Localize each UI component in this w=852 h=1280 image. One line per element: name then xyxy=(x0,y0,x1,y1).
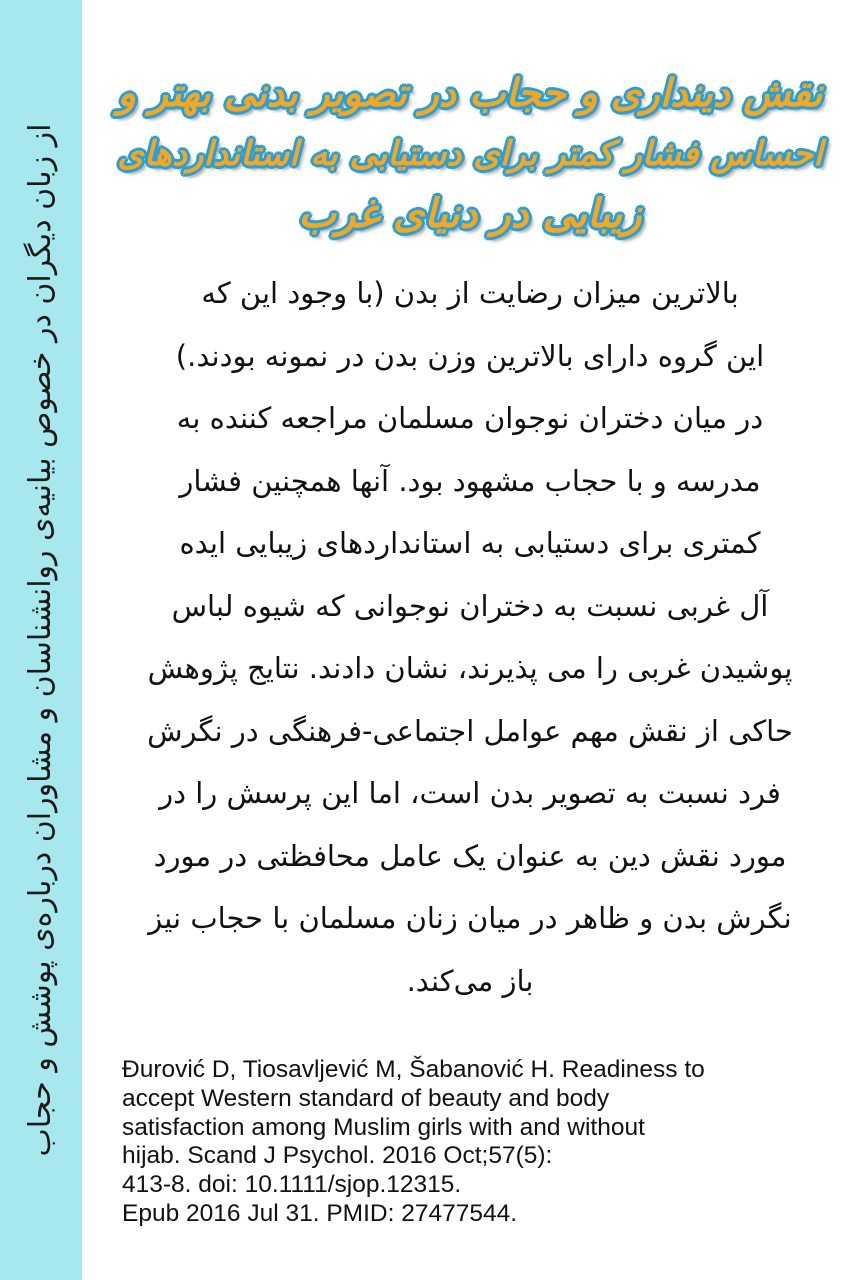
body-line-12: باز می‌کند. xyxy=(406,963,534,998)
sidebar-strip xyxy=(0,0,82,1280)
body-line-8: حاکی از نقش مهم عوامل اجتماعی-فرهنگی در نگرش xyxy=(147,713,793,748)
title-line-2: احساس فشار کمتر برای دستیابی به استانداردهای xyxy=(117,134,823,173)
citation-line-1: Đurović D, Tiosavljević M, Šabanović H. Readiness to xyxy=(122,1056,705,1083)
title-line-3: زیبایی در دنیای غرب xyxy=(298,191,642,237)
body-line-5: کمتری برای دستیابی به استانداردهای زیبایی ایده xyxy=(179,526,761,560)
citation-line-5: 413-8. doi: 10.1111/sjop.12315. xyxy=(122,1171,462,1199)
body-line-11: نگرش بدن و ظاهر در میان زنان مسلمان با حجاب نیز xyxy=(148,901,792,935)
body-line-2: این گروه دارای بالاترین وزن بدن در نمونه بودند.) xyxy=(175,338,765,373)
page-title xyxy=(110,64,830,244)
citation xyxy=(122,1056,822,1229)
title-line-1: نقش دینداری و حجاب در تصویر بدنی بهتر و xyxy=(117,71,823,116)
body-paragraph xyxy=(110,262,830,1012)
citation-line-6: Epub 2016 Jul 31. PMID: 27477544. xyxy=(122,1199,518,1227)
body-line-9: فرد نسبت به تصویر بدن است، اما این پرسش را در xyxy=(159,776,781,810)
citation-line-3: satisfaction among Muslim girls with and without xyxy=(122,1113,645,1141)
body-line-7: پوشیدن غربی را می پذیرند، نشان دادند. نتایج پژوهش xyxy=(147,651,793,685)
citation-line-4: hijab. Scand J Psychol. 2016 Oct;57(5): xyxy=(122,1142,553,1170)
sidebar-caption: از زبان دیگران در خصوص بیانیه‌ی روانشناسان و مشاوران درباره‌ی پوشش و حجاب xyxy=(23,123,58,1157)
body-line-4: مدرسه و با حجاب مشهود بود. آنها همچنین فشار xyxy=(179,463,761,498)
body-line-3: در میان دختران نوجوان مسلمان مراجعه کننده به xyxy=(176,401,764,435)
body-line-1: بالاترین میزان رضایت از بدن (با وجود این که xyxy=(201,276,739,310)
citation-line-2: accept Western standard of beauty and body xyxy=(122,1084,610,1112)
body-line-6: آل غربی نسبت به دختران نوجوانی که شیوه لباس xyxy=(171,588,769,623)
body-line-10: مورد نقش دین به عنوان یک عامل محافظتی در مورد xyxy=(153,838,787,873)
